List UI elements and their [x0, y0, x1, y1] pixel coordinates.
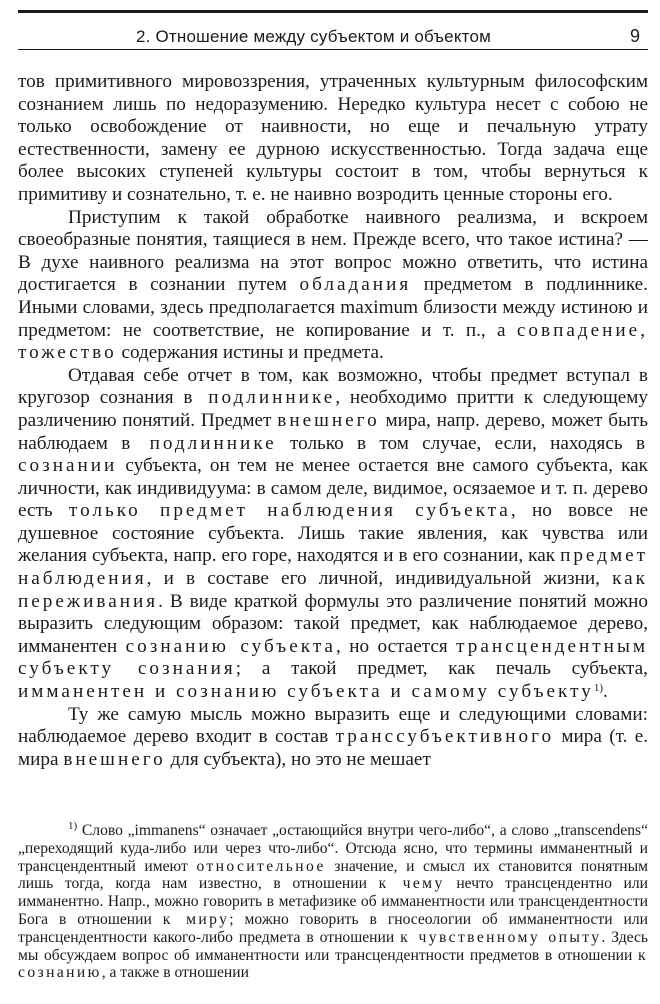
spaced-emphasis: обладания	[299, 274, 412, 296]
spaced-emphasis: трансцендентным субъекту сознания	[18, 635, 648, 680]
spaced-emphasis: сознанию субъекта	[125, 635, 336, 657]
paragraph	[18, 365, 648, 704]
text-run: ; а такой предмет, как печаль субъекта,	[235, 658, 648, 680]
spaced-emphasis: к сознанию	[18, 946, 648, 982]
text-run: Ту же самую мысль можно выразить еще и следующими словами: наблюдаемое дерево входит в состав	[18, 703, 648, 748]
paragraph	[18, 207, 648, 365]
text-run: , необходимо притти к следующему различению понятий. Предмет	[18, 387, 648, 431]
footnotes	[18, 822, 648, 982]
spaced-emphasis: к чему	[378, 875, 445, 893]
spaced-emphasis: внешнего	[63, 748, 166, 770]
spaced-emphasis: в подлиннике	[121, 432, 277, 454]
footnote	[18, 822, 648, 982]
spaced-emphasis: только предмет наблюдения субъекта	[68, 500, 511, 522]
spaced-emphasis: транссубъективного	[335, 726, 555, 748]
spaced-emphasis: имманентен и сознанию субъекта и самому субъекту	[18, 681, 594, 703]
text-run: . Здесь мы обсуждаем вопрос об имманентности или трансцендентности предметов в отношении	[18, 928, 648, 964]
spaced-emphasis: внешнего	[277, 409, 380, 431]
footnote-marker: 1)	[68, 820, 78, 832]
spaced-emphasis: к чувственному опыту	[400, 928, 602, 946]
spaced-emphasis: совпадение, тожество	[18, 319, 648, 364]
text-run: предметом в подлиннике. Иными словами, здесь предполагается maximum близости между истиною и предметом: не соответствие, не копирование и т. п., а	[18, 274, 648, 341]
text-run: .	[603, 681, 608, 703]
spaced-emphasis: в подлиннике	[183, 387, 336, 409]
text-run: мира, напр. дерево, может быть наблюдаем	[18, 409, 649, 454]
text-run: нечто трансцендентно или имманентно. Напр., можно говорить в метафизике об имманентности или трансцендентности Бога в отношении	[18, 875, 648, 928]
chapter-title: 2. Отношение между субъектом и объектом	[136, 27, 491, 46]
spaced-emphasis: относительное	[196, 857, 326, 875]
text-run: . В виде краткой формулы это различение понятий можно выразить следующим образом: такой предмет, как наблюдаемое дерево, имманентен	[18, 590, 648, 657]
paragraph	[18, 704, 648, 772]
text-run: для субъекта), но это не мешает	[165, 748, 431, 770]
text-run: , но вовсе не душевное состояние субъекта. Лишь такие явления, как чувства или желания субъекта, напр. его горе, находятся и в его сознании, как	[18, 500, 648, 567]
text-run: ; можно говорить в гносеологии об имманентности или трансцендентности какого-либо предмета в отношении	[18, 910, 649, 946]
text-run: только в том случае, если, находясь	[276, 432, 636, 454]
spaced-emphasis: как переживания	[18, 568, 648, 612]
text-run: субъекта, он тем не менее остается вне самого субъекта, как личности, как индивидуума: в самом деле, видимое, осязаемое и т. п. дерево есть	[18, 455, 648, 522]
main-text	[18, 71, 648, 771]
footnote-marker: 1)	[593, 682, 604, 695]
text-run: содержания истины и предмета.	[116, 342, 384, 364]
paragraph	[18, 71, 648, 207]
spaced-emphasis: в сознании	[18, 432, 648, 477]
text-run: , но остается	[335, 635, 457, 657]
spaced-emphasis: к миру	[162, 910, 230, 928]
spaced-emphasis: предмет наблюдения	[18, 545, 648, 590]
text-run: Отдавая себе отчет в том, как возможно, чтобы предмет вступал в кругозор сознания	[18, 364, 648, 409]
text-run: мира (т. е. мира	[18, 726, 649, 770]
text-run: значение, и смысл их становится понятным лишь тогда, когда нам известно, в отношении	[18, 857, 648, 893]
page-number: 9	[629, 26, 640, 46]
text-run: Приступим к такой обработке наивного реализма, и вскроем своеобразные понятия, таящиеся в нем. Прежде всего, что такое истина? — В духе наивного реализма на этот вопрос можно ответить, что истина достигается в сознании путем	[18, 206, 648, 296]
text-run: Слово „immanens“ означает „остающийся внутри чего-либо“, а слово „transcendens“ „переходящий куда-либо или через что-либо“. Отсюда ясно, что термины имманентный и трансцендентный имеют	[18, 822, 648, 875]
running-header	[18, 10, 648, 50]
text-run: , и в составе его личной, индивидуальной жизни,	[146, 568, 613, 590]
text-run: тов примитивного мировоззрения, утраченных культурным философским сознанием лишь по недоразумению. Нередко культура несет с собою не только освобождение от наивности, но еще и печальную утрату естественности, замену ее дурною искусственностью. Тогда задача еще более высоких ступеней культуры состоит в том, чтобы вернуться к примитиву и сознательно, т. е. не наивно возродить ценные стороны его.	[18, 71, 648, 205]
text-run: , а также в отношении	[101, 964, 249, 982]
